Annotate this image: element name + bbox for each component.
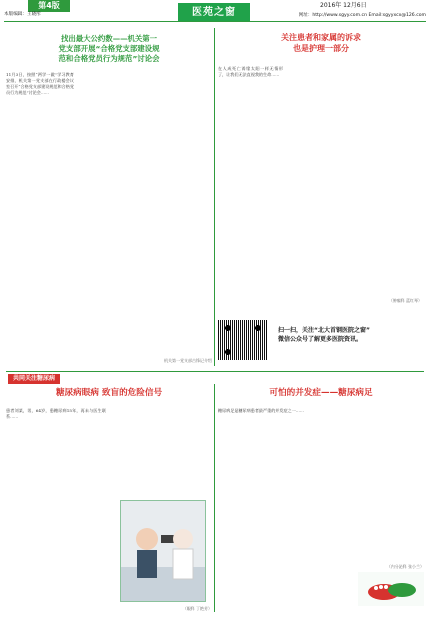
article4-column1: [218, 408, 318, 606]
article-left-top: [6, 28, 212, 366]
article1-column3: [146, 72, 212, 358]
article4-body: 糖尿病足是糖尿病患者最严重的并发症之一……: [218, 408, 304, 413]
article2-title: [218, 32, 424, 54]
article1-footer: 机关第一党支部古锋记介绍: [164, 358, 212, 363]
article2-column3: [358, 66, 424, 220]
article2-column1: [218, 66, 283, 302]
article3-caption: （眼科 丁艳芳）: [182, 606, 212, 611]
article3-body: 患者刘某，男，64岁，患糖尿病15年，再未与医生联系……: [6, 408, 106, 419]
qr-notice-line1: 扫一扫，关注“北大首钢医院之窗”: [278, 327, 370, 334]
editor-credit: 本版编辑：王晓彤: [4, 12, 41, 17]
article1-title-line3: 范和合格党员行为规范”讨论会: [58, 54, 160, 63]
article-right-bottom: [218, 384, 424, 612]
masthead-title: 医苑之窗: [178, 3, 250, 22]
qr-notice-line2: 微信公众号了解更多医院资讯。: [278, 336, 363, 343]
top-divider: [214, 28, 215, 366]
section-divider: [6, 371, 424, 372]
article4-title: 可怕的并发症——糖尿病足: [269, 388, 373, 398]
qr-code[interactable]: [218, 320, 268, 360]
bottom-divider: [214, 384, 215, 612]
article2-title-line2: 也是护理一部分: [293, 44, 349, 53]
article2-caption: （肿瘤科 蓝红琴）: [388, 298, 422, 303]
article2-column2: [288, 66, 354, 302]
foot-illustration: [358, 572, 424, 606]
header-rule: [4, 21, 426, 22]
article2-body: 在人成死亡诱缘太阳一样无情形了，让我们无法直视我的生命……: [218, 66, 283, 77]
eye-exam-illustration: [121, 501, 206, 602]
publication-date: 2016年 12月6日: [320, 2, 367, 9]
article1-body: 11月3日，按照“两学一做”学习教育安排，机关第一党支部在行政楼会议室召开“合格党支部建设规范和合格党员行为规范”讨论会……: [6, 72, 74, 95]
section-tag: 共同关注糖尿病: [8, 374, 60, 384]
article3-title: 糖尿病眼病 致盲的危险信号: [55, 388, 163, 398]
article2-title-line1: 关注患者和家属的诉求: [281, 33, 361, 42]
article3-column1: [6, 408, 106, 606]
article3-column2: [110, 408, 212, 500]
article4-column2: [322, 408, 424, 562]
article1-title-line1: 找出最大公约数——机关第一: [60, 34, 158, 43]
website-email: 网址：http://www.sgyy.com.cn Email:sgyyxcx@126.com: [298, 13, 426, 18]
eye-exam-photo: [120, 500, 206, 602]
foot-illustration-svg: [358, 572, 424, 606]
qr-notice: [278, 326, 420, 344]
article1-column1: [6, 72, 74, 358]
article-right-top: [218, 28, 424, 368]
article1-title-line2: 党支部开展“合格党支部建设规: [58, 44, 160, 53]
article1-title: [6, 34, 212, 64]
article1-column2: [76, 72, 144, 358]
page-number-badge: 第4版: [28, 0, 70, 12]
article-left-bottom: [6, 384, 212, 612]
article4-caption: （内分泌科 张小兰）: [386, 564, 424, 569]
